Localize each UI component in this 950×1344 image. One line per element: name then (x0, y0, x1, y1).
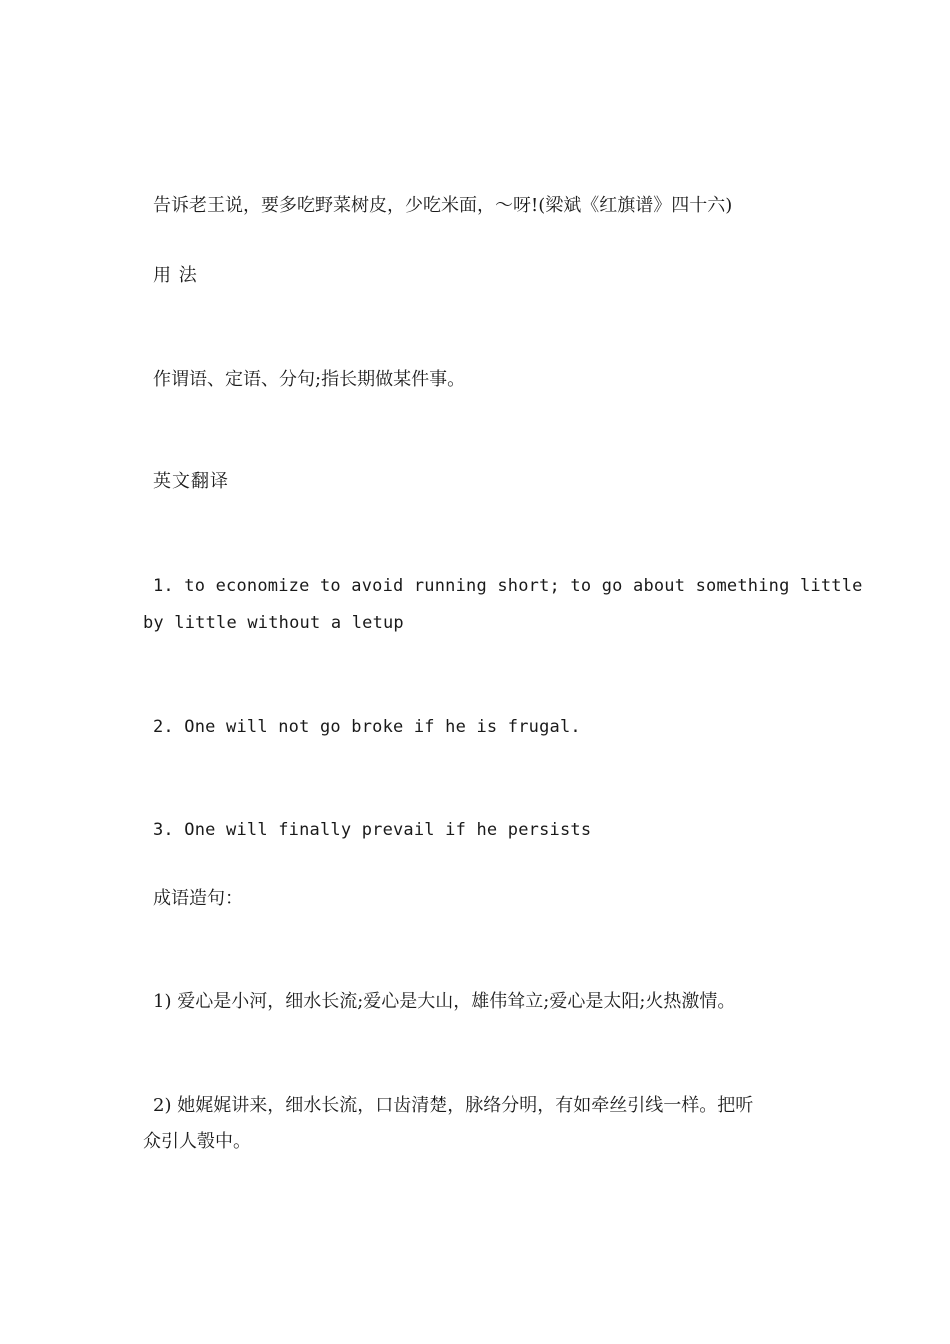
english-item-2: 2. One will not go broke if he is frugal. (153, 717, 581, 737)
english-item-1-line-2: by little without a letup (143, 613, 404, 633)
english-item-3: 3. One will finally prevail if he persists (153, 820, 592, 840)
english-item-1-line-1: 1. to economize to avoid running short; to go about something little (153, 576, 863, 596)
usage-heading: 用 法 (153, 265, 198, 286)
sentence-item-1: 1) 爱心是小河，细水长流;爱心是大山，雄伟耸立;爱心是太阳;火热激情。 (153, 991, 736, 1012)
english-heading: 英文翻译 (153, 471, 229, 492)
example-sentence: 告诉老王说，要多吃野菜树皮，少吃米面，～呀!(梁斌《红旗谱》四十六) (153, 195, 733, 216)
usage-text: 作谓语、定语、分句;指长期做某件事。 (153, 369, 466, 390)
sentence-item-2-line-1: 2) 她娓娓讲来，细水长流，口齿清楚，脉络分明，有如牵丝引线一样。把听 (153, 1095, 754, 1116)
sentence-item-2-line-2: 众引人彀中。 (143, 1131, 251, 1152)
sentences-heading: 成语造句： (153, 888, 243, 909)
